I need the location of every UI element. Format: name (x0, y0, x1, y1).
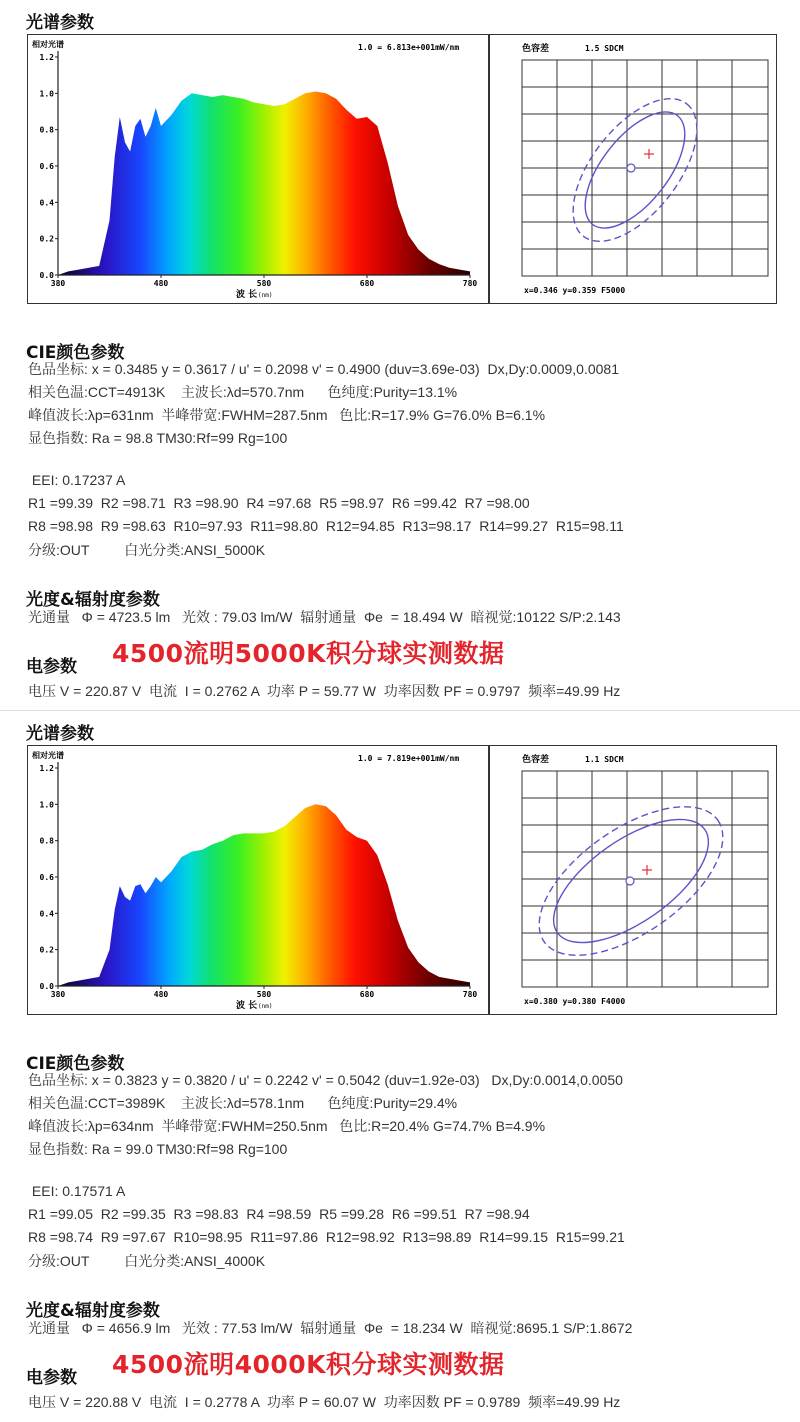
photometric-section-title: 光度&辐射度参数 (26, 590, 160, 610)
target-center-marker (626, 877, 634, 885)
cie-line-cct: 相关色温:CCT=3989K 主波长:λd=578.1nm 色纯度:Purity=29.4% (28, 1095, 458, 1111)
sdcm-grid (522, 60, 768, 276)
spectrum-chart (28, 746, 778, 1016)
r-values-row-2: R8 =98.74 R9 =97.67 R10=98.95 R11=97.86 R12=98.92 R13=98.89 R14=99.15 R15=99.21 (28, 1229, 625, 1245)
spectrum-panel (27, 34, 777, 304)
y-tick-label: 1.2 (39, 53, 54, 62)
electrical-line: 电压 V = 220.88 V 电流 I = 0.2778 A 功率 P = 60.07 W 功率因数 PF = 0.9789 频率=49.99 Hz (28, 1394, 621, 1410)
x-tick-label: 380 (50, 990, 66, 999)
measurement-banner: 4500流明5000K积分球实测数据 (112, 639, 505, 668)
classification-line: 分级:OUT 白光分类:ANSI_4000K (28, 1253, 266, 1269)
y-tick-label: 0.4 (39, 909, 54, 919)
cie-line-chromaticity: 色品坐标: x = 0.3823 y = 0.3820 / u' = 0.2242 v' = 0.5042 (duv=1.92e-03) Dx,Dy:0.0014,0.0050 (28, 1072, 623, 1088)
spectrum-scale: 1.0 = 6.813e+001mW/nm (358, 43, 460, 52)
cie-line-cri: 显色指数: Ra = 98.8 TM30:Rf=99 Rg=100 (28, 430, 288, 446)
spectrum-panel (27, 745, 777, 1015)
cie-line-cri: 显色指数: Ra = 99.0 TM30:Rf=98 Rg=100 (28, 1141, 288, 1157)
cie-line-cct: 相关色温:CCT=4913K 主波长:λd=570.7nm 色纯度:Purity=13.1% (28, 384, 458, 400)
spectrum-chart (28, 35, 778, 305)
r-values-row-1: R1 =99.05 R2 =99.35 R3 =98.83 R4 =98.59 R5 =99.28 R6 =99.51 R7 =98.94 (28, 1206, 530, 1222)
y-tick-label: 0.8 (39, 836, 54, 846)
r-values-row-1: R1 =99.39 R2 =98.71 R3 =98.90 R4 =97.68 R5 =98.97 R6 =99.42 R7 =98.00 (28, 495, 530, 511)
x-tick-label: 780 (462, 279, 478, 288)
electrical-line: 电压 V = 220.87 V 电流 I = 0.2762 A 功率 P = 59.77 W 功率因数 PF = 0.9797 频率=49.99 Hz (28, 683, 621, 699)
report-4000k (0, 711, 800, 1422)
cie-line-peak: 峰值波长:λp=631nm 半峰带宽:FWHM=287.5nm 色比:R=17.9% G=76.0% B=6.1% (28, 407, 546, 423)
measurement-banner: 4500流明4000K积分球实测数据 (112, 1350, 505, 1379)
spectrum-x-unit: (nm) (258, 292, 273, 299)
y-tick-label: 0.4 (39, 198, 54, 208)
x-tick-label: 380 (50, 279, 66, 288)
spectrum-x-label: 波 长 (236, 1001, 258, 1011)
sdcm-value: 1.5 SDCM (585, 44, 624, 53)
sdcm-value: 1.1 SDCM (585, 755, 624, 764)
cie-section-title: CIE颜色参数 (26, 1054, 125, 1074)
electrical-section-title: 电参数 (26, 657, 77, 677)
x-tick-label: 680 (359, 279, 375, 288)
y-tick-label: 1.0 (39, 89, 54, 99)
cie-section-title: CIE颜色参数 (26, 343, 125, 363)
tolerance-label: 色容差 (522, 755, 550, 765)
x-tick-label: 480 (153, 990, 169, 999)
eei-value: EEI: 0.17237 A (28, 472, 126, 488)
spectrum-section-title: 光谱参数 (26, 724, 94, 744)
electrical-section-title: 电参数 (26, 1368, 77, 1388)
cie-line-peak: 峰值波长:λp=634nm 半峰带宽:FWHM=250.5nm 色比:R=20.4% G=74.7% B=4.9% (28, 1118, 546, 1134)
target-center-marker (627, 164, 635, 172)
spectrum-y-label: 相对光谱 (32, 40, 64, 49)
y-tick-label: 0.6 (39, 873, 54, 882)
y-tick-label: 0.2 (39, 234, 54, 244)
y-tick-label: 0.8 (39, 125, 54, 135)
coord-readout: x=0.380 y=0.380 F4000 (524, 997, 626, 1006)
spectrum-area (58, 804, 470, 986)
y-tick-label: 1.0 (39, 800, 54, 810)
eei-value: EEI: 0.17571 A (28, 1183, 126, 1199)
measured-point-marker (644, 149, 654, 159)
spectrum-scale: 1.0 = 7.819e+001mW/nm (358, 754, 460, 763)
y-tick-label: 0.6 (39, 162, 54, 171)
spectrum-section-title: 光谱参数 (26, 13, 94, 33)
photometric-section-title: 光度&辐射度参数 (26, 1301, 160, 1321)
spectrum-y-label: 相对光谱 (32, 751, 64, 760)
spectrum-x-unit: (nm) (258, 1003, 273, 1010)
spectrum-x-label: 波 长 (236, 290, 258, 300)
spectrum-area (58, 92, 470, 276)
y-tick-label: 1.2 (39, 764, 54, 773)
y-tick-label: 0.0 (39, 271, 54, 280)
x-tick-label: 580 (256, 990, 272, 999)
measured-point-marker (642, 865, 652, 875)
x-tick-label: 480 (153, 279, 169, 288)
x-tick-label: 580 (256, 279, 272, 288)
y-tick-label: 0.0 (39, 982, 54, 991)
r-values-row-2: R8 =98.98 R9 =98.63 R10=97.93 R11=98.80 R12=94.85 R13=98.17 R14=99.27 R15=98.11 (28, 518, 624, 534)
y-tick-label: 0.2 (39, 945, 54, 955)
photometric-line: 光通量 Φ = 4656.9 lm 光效 : 77.53 lm/W 辐射通量 Φe = 18.234 W 暗视觉:8695.1 S/P:1.8672 (28, 1320, 633, 1336)
classification-line: 分级:OUT 白光分类:ANSI_5000K (28, 542, 266, 558)
coord-readout: x=0.346 y=0.359 F5000 (524, 286, 626, 295)
x-tick-label: 680 (359, 990, 375, 999)
x-tick-label: 780 (462, 990, 478, 999)
cie-line-chromaticity: 色品坐标: x = 0.3485 y = 0.3617 / u' = 0.2098 v' = 0.4900 (duv=3.69e-03) Dx,Dy:0.0009,0.0081 (28, 361, 620, 377)
tolerance-label: 色容差 (522, 44, 550, 54)
photometric-line: 光通量 Φ = 4723.5 lm 光效 : 79.03 lm/W 辐射通量 Φe = 18.494 W 暗视觉:10122 S/P:2.143 (28, 609, 621, 625)
